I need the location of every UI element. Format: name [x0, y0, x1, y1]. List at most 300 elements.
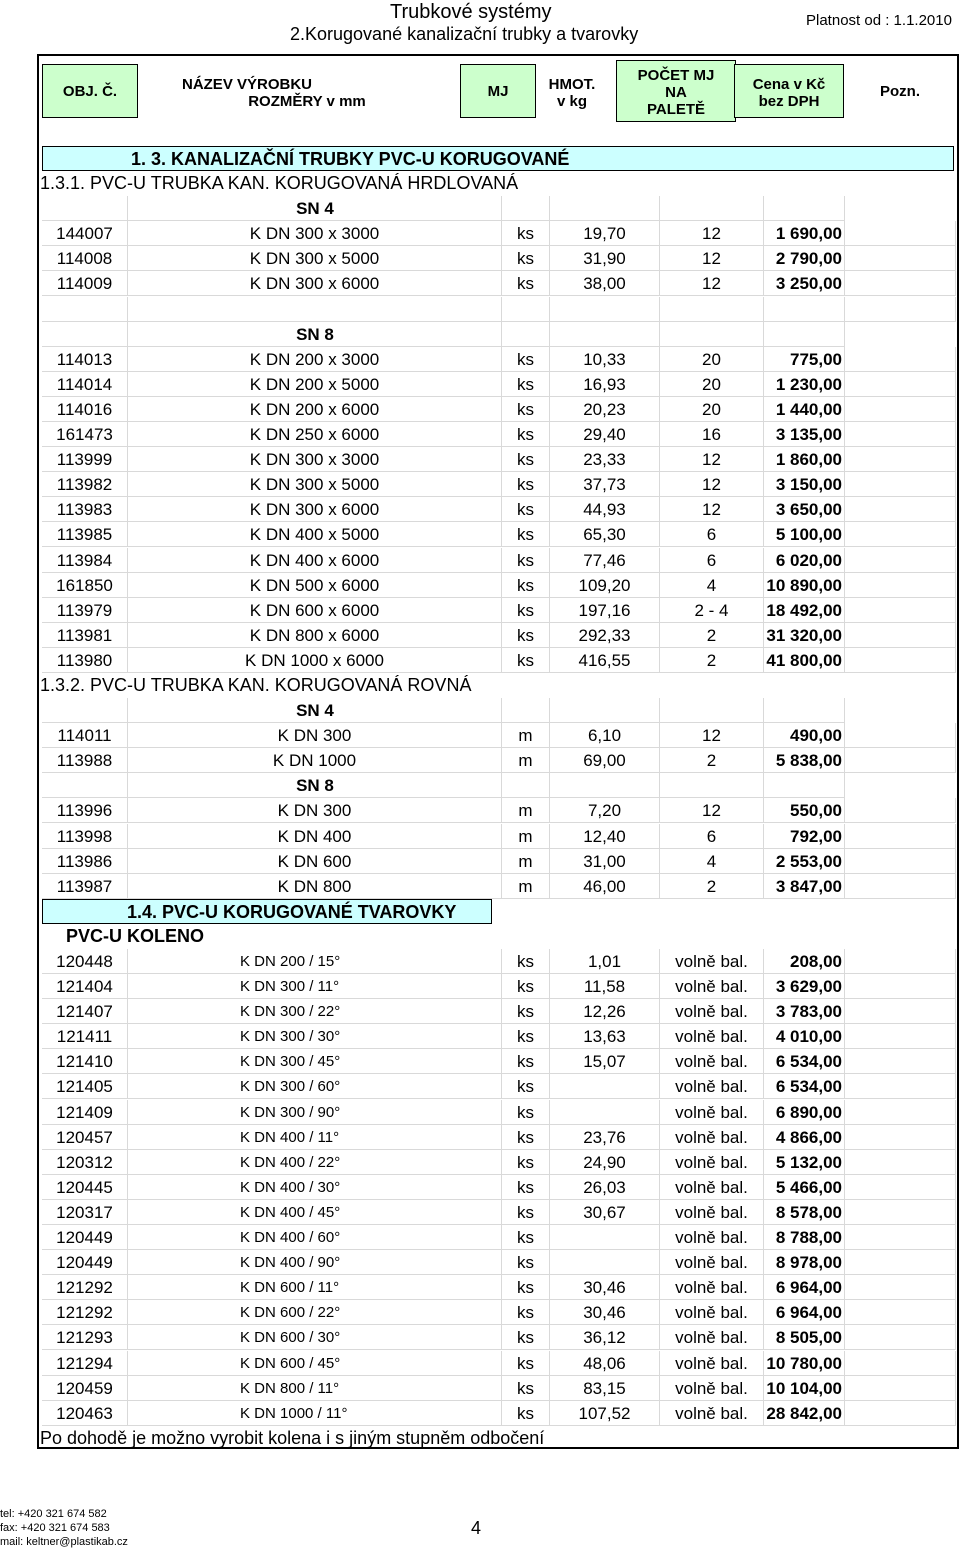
product-code: 161473 — [42, 422, 128, 447]
product-code: 114013 — [42, 347, 128, 372]
note-cell — [845, 1300, 956, 1325]
price-table — [42, 146, 956, 1451]
product-code: 113999 — [42, 447, 128, 472]
weight-kg: 292,33 — [550, 623, 660, 648]
table-row — [42, 723, 956, 748]
product-name: K DN 300 / 11° — [128, 974, 502, 999]
unit: ks — [502, 1401, 550, 1426]
weight-kg: 31,00 — [550, 849, 660, 874]
weight-kg: 10,33 — [550, 347, 660, 372]
fax-text: fax: +420 321 674 583 — [0, 1522, 110, 1534]
price-czk: 490,00 — [764, 723, 845, 748]
table-row — [42, 246, 956, 271]
units-per-pallet: 20 — [660, 347, 764, 372]
unit: ks — [502, 1100, 550, 1125]
price-czk: 6 020,00 — [764, 548, 845, 573]
email-text: mail: keltner@plastikab.cz — [0, 1536, 128, 1548]
product-name: K DN 300 / 45° — [128, 1049, 502, 1074]
header-price: Cena v Kč bez DPH — [734, 64, 844, 118]
note-cell — [845, 1225, 956, 1250]
unit: ks — [502, 1125, 550, 1150]
price-czk: 5 132,00 — [764, 1150, 845, 1175]
price-czk: 8 788,00 — [764, 1225, 845, 1250]
table-row — [42, 372, 956, 397]
weight-kg — [550, 1074, 660, 1099]
product-code: 121409 — [42, 1100, 128, 1125]
weight-kg: 11,58 — [550, 974, 660, 999]
weight-kg: 29,40 — [550, 422, 660, 447]
sn-row — [42, 196, 956, 221]
unit: ks — [502, 271, 550, 296]
product-name: K DN 300 — [128, 723, 502, 748]
note-cell — [845, 999, 956, 1024]
unit: m — [502, 824, 550, 849]
table-row — [42, 748, 956, 773]
product-code: 113983 — [42, 497, 128, 522]
price-czk: 4 866,00 — [764, 1125, 845, 1150]
price-czk: 31 320,00 — [764, 623, 845, 648]
unit: ks — [502, 221, 550, 246]
units-per-pallet: volně bal. — [660, 1225, 764, 1250]
product-code: 120463 — [42, 1401, 128, 1426]
weight-kg: 30,46 — [550, 1275, 660, 1300]
price-czk: 3 135,00 — [764, 422, 845, 447]
validity-date: Platnost od : 1.1.2010 — [806, 12, 952, 29]
product-name: K DN 800 — [128, 874, 502, 899]
weight-kg: 24,90 — [550, 1150, 660, 1175]
units-per-pallet: 4 — [660, 573, 764, 598]
weight-kg: 23,33 — [550, 447, 660, 472]
note-cell — [845, 221, 956, 246]
price-czk: 1 860,00 — [764, 447, 845, 472]
section-row — [42, 146, 956, 171]
units-per-pallet: volně bal. — [660, 1175, 764, 1200]
price-czk: 3 629,00 — [764, 974, 845, 999]
units-per-pallet: volně bal. — [660, 1150, 764, 1175]
weight-kg: 30,67 — [550, 1200, 660, 1225]
product-name: K DN 200 x 6000 — [128, 397, 502, 422]
price-czk: 792,00 — [764, 824, 845, 849]
price-czk: 41 800,00 — [764, 648, 845, 673]
table-row — [42, 648, 956, 673]
table-row — [42, 1325, 956, 1350]
product-name: K DN 600 / 30° — [128, 1325, 502, 1350]
unit: ks — [502, 397, 550, 422]
units-per-pallet: volně bal. — [660, 1401, 764, 1426]
table-row — [42, 497, 956, 522]
units-per-pallet: volně bal. — [660, 974, 764, 999]
weight-kg — [550, 1100, 660, 1125]
product-name: K DN 300 x 3000 — [128, 221, 502, 246]
product-name: K DN 600 / 45° — [128, 1351, 502, 1376]
table-row — [42, 1376, 956, 1401]
unit: ks — [502, 1200, 550, 1225]
header-mj: MJ — [460, 64, 536, 118]
section-title: 1.4. PVC-U KORUGOVANÉ TVAROVKY — [42, 899, 492, 924]
weight-kg: 36,12 — [550, 1325, 660, 1350]
note-cell — [845, 548, 956, 573]
price-czk: 8 578,00 — [764, 1200, 845, 1225]
price-czk: 10 104,00 — [764, 1376, 845, 1401]
unit: ks — [502, 1074, 550, 1099]
product-name: K DN 1000 / 11° — [128, 1401, 502, 1426]
product-name: K DN 600 x 6000 — [128, 598, 502, 623]
product-code: 120312 — [42, 1150, 128, 1175]
note-cell — [845, 447, 956, 472]
note-cell — [845, 748, 956, 773]
units-per-pallet: 6 — [660, 522, 764, 547]
weight-kg: 12,40 — [550, 824, 660, 849]
table-row — [42, 999, 956, 1024]
table-row — [42, 1100, 956, 1125]
note-cell — [845, 1325, 956, 1350]
product-name: K DN 300 / 90° — [128, 1100, 502, 1125]
units-per-pallet: 12 — [660, 472, 764, 497]
sn-class-label: SN 4 — [296, 701, 334, 721]
price-czk: 6 534,00 — [764, 1074, 845, 1099]
note-cell — [845, 1401, 956, 1426]
units-per-pallet: volně bal. — [660, 1250, 764, 1275]
section-row — [42, 899, 956, 924]
product-name: K DN 400 / 60° — [128, 1225, 502, 1250]
fitting-title: PVC-U KOLENO — [66, 925, 205, 946]
product-name: K DN 1000 x 6000 — [128, 648, 502, 673]
price-czk: 5 838,00 — [764, 748, 845, 773]
units-per-pallet: 12 — [660, 497, 764, 522]
table-row — [42, 347, 956, 372]
note-cell — [845, 824, 956, 849]
price-czk: 5 100,00 — [764, 522, 845, 547]
units-per-pallet: volně bal. — [660, 1024, 764, 1049]
product-code: 121292 — [42, 1275, 128, 1300]
weight-kg: 7,20 — [550, 798, 660, 823]
note-cell — [845, 1125, 956, 1150]
unit: ks — [502, 999, 550, 1024]
weight-kg: 107,52 — [550, 1401, 660, 1426]
note-cell — [845, 497, 956, 522]
table-row — [42, 1300, 956, 1325]
table-row — [42, 1024, 956, 1049]
units-per-pallet: volně bal. — [660, 1275, 764, 1300]
unit: ks — [502, 497, 550, 522]
document-title: Trubkové systémy — [390, 1, 552, 23]
note-cell — [845, 1351, 956, 1376]
note-cell — [845, 723, 956, 748]
product-name: K DN 200 x 5000 — [128, 372, 502, 397]
table-row — [42, 1250, 956, 1275]
sn-row — [42, 773, 956, 798]
price-czk: 6 890,00 — [764, 1100, 845, 1125]
weight-kg: 46,00 — [550, 874, 660, 899]
product-name: K DN 400 — [128, 824, 502, 849]
units-per-pallet: volně bal. — [660, 1376, 764, 1401]
product-name: K DN 800 / 11° — [128, 1376, 502, 1401]
units-per-pallet: volně bal. — [660, 1325, 764, 1350]
note-cell — [845, 1250, 956, 1275]
weight-kg: 109,20 — [550, 573, 660, 598]
unit: ks — [502, 447, 550, 472]
units-per-pallet: volně bal. — [660, 1351, 764, 1376]
units-per-pallet: 12 — [660, 246, 764, 271]
product-code: 113996 — [42, 798, 128, 823]
units-per-pallet: 16 — [660, 422, 764, 447]
price-czk: 6 534,00 — [764, 1049, 845, 1074]
weight-kg: 16,93 — [550, 372, 660, 397]
product-code: 114008 — [42, 246, 128, 271]
sn-class-label: SN 8 — [296, 776, 334, 796]
weight-kg: 23,76 — [550, 1125, 660, 1150]
table-row — [42, 548, 956, 573]
note-cell — [845, 1175, 956, 1200]
product-code: 121411 — [42, 1024, 128, 1049]
sn-row — [42, 698, 956, 723]
product-code: 113980 — [42, 648, 128, 673]
product-name: K DN 400 / 11° — [128, 1125, 502, 1150]
weight-kg: 197,16 — [550, 598, 660, 623]
table-row — [42, 422, 956, 447]
product-code: 113987 — [42, 874, 128, 899]
unit: ks — [502, 974, 550, 999]
note-cell — [845, 798, 956, 823]
product-code: 113984 — [42, 548, 128, 573]
unit: m — [502, 874, 550, 899]
product-code: 113985 — [42, 522, 128, 547]
table-row — [42, 598, 956, 623]
table-row — [42, 1049, 956, 1074]
table-row — [42, 824, 956, 849]
table-row — [42, 1225, 956, 1250]
units-per-pallet: 12 — [660, 723, 764, 748]
table-row — [42, 573, 956, 598]
note-cell — [845, 1100, 956, 1125]
weight-kg: 77,46 — [550, 548, 660, 573]
unit: ks — [502, 522, 550, 547]
units-per-pallet: volně bal. — [660, 1300, 764, 1325]
section-title: 1. 3. KANALIZAČNÍ TRUBKY PVC-U KORUGOVANÉ — [42, 146, 954, 171]
unit: ks — [502, 1049, 550, 1074]
units-per-pallet: 20 — [660, 397, 764, 422]
note-cell — [845, 1376, 956, 1401]
price-czk: 775,00 — [764, 347, 845, 372]
product-code: 114011 — [42, 723, 128, 748]
weight-kg: 20,23 — [550, 397, 660, 422]
note-cell — [845, 949, 956, 974]
product-name: K DN 600 / 22° — [128, 1300, 502, 1325]
product-name: K DN 300 x 3000 — [128, 447, 502, 472]
page-number: 4 — [471, 1518, 482, 1538]
fitting-note: Po dohodě je možno vyrobit kolena i s jiným stupněm odbočení — [40, 1427, 545, 1448]
unit: ks — [502, 1300, 550, 1325]
price-czk: 6 964,00 — [764, 1275, 845, 1300]
spacer-row — [42, 297, 956, 322]
weight-kg: 65,30 — [550, 522, 660, 547]
price-czk: 1 440,00 — [764, 397, 845, 422]
product-name: K DN 300 / 60° — [128, 1074, 502, 1099]
units-per-pallet: volně bal. — [660, 1049, 764, 1074]
price-czk: 8 505,00 — [764, 1325, 845, 1350]
note-cell — [845, 1074, 956, 1099]
header-note: Pozn. — [880, 82, 920, 100]
units-per-pallet: volně bal. — [660, 1200, 764, 1225]
note-cell — [845, 246, 956, 271]
weight-kg: 38,00 — [550, 271, 660, 296]
product-code: 121294 — [42, 1351, 128, 1376]
section-row — [42, 673, 956, 698]
note-cell — [845, 522, 956, 547]
note-cell — [845, 1150, 956, 1175]
table-row — [42, 1074, 956, 1099]
unit: ks — [502, 372, 550, 397]
product-code: 121292 — [42, 1300, 128, 1325]
header-pallet: POČET MJ NA PALETĚ — [616, 60, 736, 122]
product-name: K DN 600 — [128, 849, 502, 874]
weight-kg — [550, 1250, 660, 1275]
units-per-pallet: 12 — [660, 798, 764, 823]
sn-class-label: SN 8 — [296, 324, 334, 344]
weight-kg: 19,70 — [550, 221, 660, 246]
unit: ks — [502, 949, 550, 974]
product-name: K DN 300 x 5000 — [128, 246, 502, 271]
product-code: 114016 — [42, 397, 128, 422]
product-name: K DN 400 x 5000 — [128, 522, 502, 547]
table-row — [42, 522, 956, 547]
product-name: K DN 800 x 6000 — [128, 623, 502, 648]
product-code: 120449 — [42, 1225, 128, 1250]
unit: ks — [502, 1376, 550, 1401]
sn-row — [42, 322, 956, 347]
price-czk: 1 230,00 — [764, 372, 845, 397]
unit: ks — [502, 422, 550, 447]
price-czk: 550,00 — [764, 798, 845, 823]
table-row — [42, 798, 956, 823]
table-row — [42, 1401, 956, 1426]
unit: ks — [502, 1024, 550, 1049]
unit: m — [502, 723, 550, 748]
product-name: K DN 250 x 6000 — [128, 422, 502, 447]
weight-kg: 48,06 — [550, 1351, 660, 1376]
product-name: K DN 400 / 22° — [128, 1150, 502, 1175]
note-cell — [845, 1049, 956, 1074]
units-per-pallet: 12 — [660, 271, 764, 296]
product-code: 120449 — [42, 1250, 128, 1275]
page-heading — [0, 0, 960, 46]
price-czk: 8 978,00 — [764, 1250, 845, 1275]
price-czk: 3 783,00 — [764, 999, 845, 1024]
weight-kg: 13,63 — [550, 1024, 660, 1049]
note-cell — [845, 598, 956, 623]
unit: ks — [502, 1225, 550, 1250]
table-row — [42, 271, 956, 296]
unit: ks — [502, 1351, 550, 1376]
product-code: 121410 — [42, 1049, 128, 1074]
product-code: 121293 — [42, 1325, 128, 1350]
price-czk: 208,00 — [764, 949, 845, 974]
product-name: K DN 200 x 3000 — [128, 347, 502, 372]
unit: ks — [502, 246, 550, 271]
note-cell — [845, 397, 956, 422]
phone-text: tel: +420 321 674 582 — [0, 1508, 107, 1520]
table-row — [42, 949, 956, 974]
price-czk: 28 842,00 — [764, 1401, 845, 1426]
header-name: NÁZEV VÝROBKU ROZMĚRY v mm — [181, 75, 366, 110]
unit: ks — [502, 598, 550, 623]
weight-kg: 31,90 — [550, 246, 660, 271]
weight-kg: 416,55 — [550, 648, 660, 673]
table-row — [42, 221, 956, 246]
product-name: K DN 300 / 30° — [128, 1024, 502, 1049]
weight-kg: 83,15 — [550, 1376, 660, 1401]
price-czk: 2 553,00 — [764, 849, 845, 874]
product-code: 144007 — [42, 221, 128, 246]
unit: ks — [502, 472, 550, 497]
price-czk: 18 492,00 — [764, 598, 845, 623]
weight-kg: 44,93 — [550, 497, 660, 522]
note-cell — [845, 573, 956, 598]
units-per-pallet: 6 — [660, 824, 764, 849]
subsection-title: 1.3.2. PVC-U TRUBKA KAN. KORUGOVANÁ ROVNÁ — [40, 674, 472, 695]
units-per-pallet: volně bal. — [660, 1074, 764, 1099]
units-per-pallet: 2 - 4 — [660, 598, 764, 623]
product-name: K DN 300 x 6000 — [128, 271, 502, 296]
price-czk: 3 250,00 — [764, 271, 845, 296]
product-name: K DN 300 / 22° — [128, 999, 502, 1024]
units-per-pallet: 12 — [660, 447, 764, 472]
price-czk: 3 650,00 — [764, 497, 845, 522]
units-per-pallet: volně bal. — [660, 949, 764, 974]
price-czk: 2 790,00 — [764, 246, 845, 271]
table-row — [42, 623, 956, 648]
product-name: K DN 300 — [128, 798, 502, 823]
note-cell — [845, 1200, 956, 1225]
unit: ks — [502, 1175, 550, 1200]
price-czk: 3 150,00 — [764, 472, 845, 497]
weight-kg: 1,01 — [550, 949, 660, 974]
weight-kg: 37,73 — [550, 472, 660, 497]
price-czk: 10 890,00 — [764, 573, 845, 598]
unit: ks — [502, 347, 550, 372]
product-code: 120448 — [42, 949, 128, 974]
product-code: 114009 — [42, 271, 128, 296]
product-code: 113986 — [42, 849, 128, 874]
units-per-pallet: 4 — [660, 849, 764, 874]
product-code: 113979 — [42, 598, 128, 623]
units-per-pallet: 2 — [660, 874, 764, 899]
note-cell — [845, 648, 956, 673]
units-per-pallet: 12 — [660, 221, 764, 246]
table-row — [42, 874, 956, 899]
product-code: 113998 — [42, 824, 128, 849]
table-row — [42, 849, 956, 874]
note-cell — [845, 422, 956, 447]
product-code: 161850 — [42, 573, 128, 598]
subsection-title: 1.3.1. PVC-U TRUBKA KAN. KORUGOVANÁ HRDLOVANÁ — [40, 173, 519, 194]
unit: ks — [502, 648, 550, 673]
note-row — [42, 1426, 956, 1451]
table-row — [42, 1200, 956, 1225]
table-row — [42, 1175, 956, 1200]
table-row — [42, 1275, 956, 1300]
note-cell — [845, 1275, 956, 1300]
header-weight: HMOT. v kg — [548, 75, 596, 110]
note-cell — [845, 347, 956, 372]
table-row — [42, 1150, 956, 1175]
unit: ks — [502, 548, 550, 573]
section-row — [42, 171, 956, 196]
table-header — [40, 58, 956, 124]
weight-kg — [550, 1225, 660, 1250]
product-name: K DN 400 / 90° — [128, 1250, 502, 1275]
table-row — [42, 1125, 956, 1150]
